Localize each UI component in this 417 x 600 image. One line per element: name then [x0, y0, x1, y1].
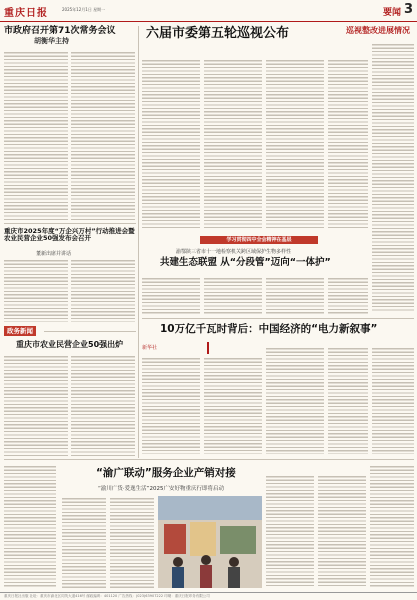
body-text-power-2 [204, 356, 262, 454]
body-text-private-economy-2 [71, 258, 135, 322]
body-text-ecology-2 [204, 276, 262, 314]
subhead-private-economy: 董新出席并讲话 [36, 251, 72, 257]
headline-ecology[interactable]: 共建生态联盟 从“分段管”迈向“一体护” [160, 257, 331, 268]
headline-exec-meeting[interactable]: 市政府召开第71次常务会议 [4, 26, 116, 36]
divider [4, 459, 414, 460]
body-text-power-3 [266, 346, 324, 454]
subhead-sales: “渝川广货·爱逸生活”2025广安好物重庆行即将启动 [98, 486, 224, 492]
headline-inspection[interactable]: 六届市委第五轮巡视公布 [146, 26, 290, 41]
body-text-inspection-4 [328, 58, 368, 228]
masthead [0, 0, 417, 22]
body-text-agri-top50-2 [71, 354, 135, 456]
xinhua-label: 新华社 [142, 345, 158, 351]
body-text-ecology-3 [266, 276, 324, 314]
divider [4, 223, 136, 224]
body-text-power-5 [372, 346, 414, 454]
drop-cap-bar [207, 342, 209, 354]
deck-inspection: 巡视整改进展情况 [346, 26, 410, 35]
photo-trade-fair-image [158, 496, 262, 588]
column-divider [138, 26, 139, 458]
body-text-ecology-4 [328, 276, 368, 314]
divider [44, 331, 136, 332]
headline-agri-top50[interactable]: 重庆市农业民营企业50强出炉 [16, 340, 124, 349]
section-name: 要闻 [382, 8, 401, 18]
banner-study-plenary: 学习贯彻四中全会精神在基层 [200, 236, 318, 244]
body-text-sales-4 [318, 474, 366, 588]
body-text-side-column [372, 42, 414, 312]
body-text-sales-5 [370, 464, 414, 588]
divider [142, 318, 414, 319]
body-text-exec-meeting-2 [71, 50, 135, 220]
column-tag-politics: 政务新闻 [4, 326, 36, 336]
body-text-power [142, 356, 200, 454]
subhead-exec-meeting: 胡衡华主持 [34, 37, 69, 45]
subhead-ecology: 渝鄂陕三省市十一地检察机关跨区域保护生物多样性 [176, 249, 292, 255]
body-text-private-economy [4, 258, 68, 322]
body-text-inspection-2 [204, 58, 262, 228]
headline-sales[interactable]: “渝广联动”服务企业产销对接 [96, 467, 236, 479]
body-text-power-4 [328, 346, 368, 454]
body-text-sales-3 [266, 474, 314, 588]
body-text-sales [62, 496, 106, 588]
body-text-inspection [142, 58, 200, 228]
body-text-agri-top50 [4, 354, 68, 456]
photo-trade-fair [158, 496, 262, 588]
page-number: 3 [403, 2, 413, 17]
body-text-sales-left [4, 464, 56, 588]
issue-date: 2025年12月1日 星期一 [62, 7, 106, 12]
body-text-inspection-3 [266, 58, 324, 228]
body-text-sales-2 [110, 496, 154, 588]
headline-private-economy[interactable]: 重庆市2025年度“万企兴万村”行动推进会暨农业民营企业50强发布会召开 [4, 227, 135, 243]
page-footer: 重庆日报社出版 社址：重庆市渝北区同茂大道416号 邮政编码：401120 广告热线：(023)63907222 印刷：重庆日报印务有限公司 [0, 592, 417, 600]
body-text-exec-meeting [4, 50, 68, 220]
newspaper-logo: 重庆日报 [4, 8, 48, 19]
body-text-ecology [142, 276, 200, 314]
headline-power[interactable]: 10万亿千瓦时背后：中国经济的“电力新叙事” [160, 323, 378, 335]
